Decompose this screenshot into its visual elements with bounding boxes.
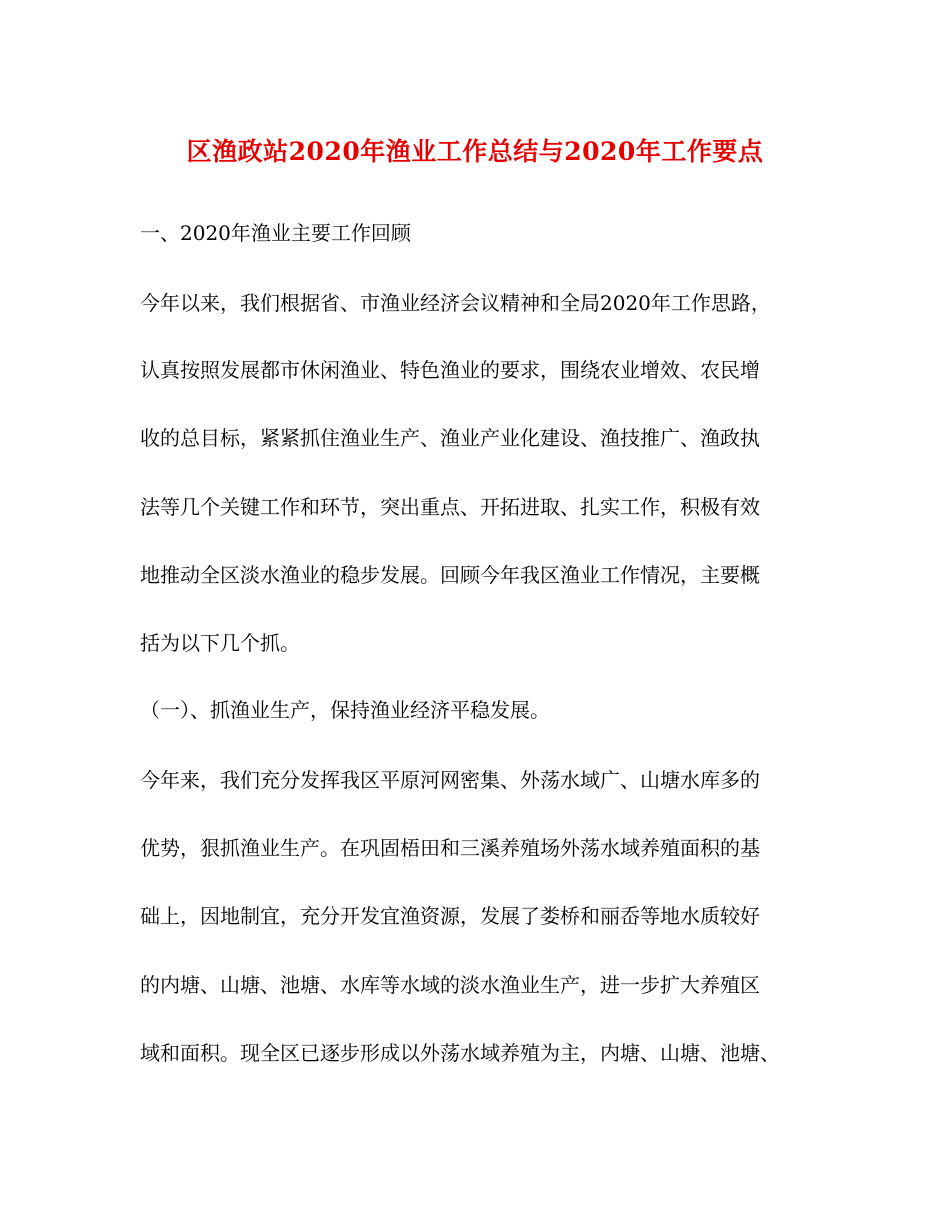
paragraph-line: 法等几个关键工作和环节，突出重点、开拓进取、扎实工作，积极有效 <box>140 495 760 519</box>
paragraph-line: 认真按照发展都市休闲渔业、特色渔业的要求，围绕农业增效、农民增 <box>140 358 760 382</box>
paragraph-line: 础上，因地制宜，充分开发宜渔资源，发展了娄桥和丽岙等地水质较好 <box>140 904 760 928</box>
paragraph-line: 括为以下几个抓。 <box>140 631 300 655</box>
paragraph-line: 优势，狠抓渔业生产。在巩固梧田和三溪养殖场外荡水域养殖面积的基 <box>140 836 760 860</box>
paragraph-line: 今年来，我们充分发挥我区平原河网密集、外荡水域广、山塘水库多的 <box>140 768 760 792</box>
paragraph-line: 收的总目标，紧紧抓住渔业生产、渔业产业化建设、渔技推广、渔政执 <box>140 426 760 450</box>
document-title: 区渔政站2020年渔业工作总结与2020年工作要点 <box>186 137 764 166</box>
paragraph-line: 地推动全区淡水渔业的稳步发展。回顾今年我区渔业工作情况，主要概 <box>140 563 760 587</box>
paragraph-line: 的内塘、山塘、池塘、水库等水域的淡水渔业生产，进一步扩大养殖区 <box>140 973 760 997</box>
paragraph-line: 今年以来，我们根据省、市渔业经济会议精神和全局2020年工作思路， <box>140 291 771 315</box>
section-heading: 一、2020年渔业主要工作回顾 <box>140 221 411 245</box>
paragraph-line: 域和面积。现全区已逐步形成以外荡水域养殖为主，内塘、山塘、池塘、 <box>140 1041 780 1065</box>
subsection-heading: （一）、抓渔业生产，保持渔业经济平稳发展。 <box>140 698 550 722</box>
